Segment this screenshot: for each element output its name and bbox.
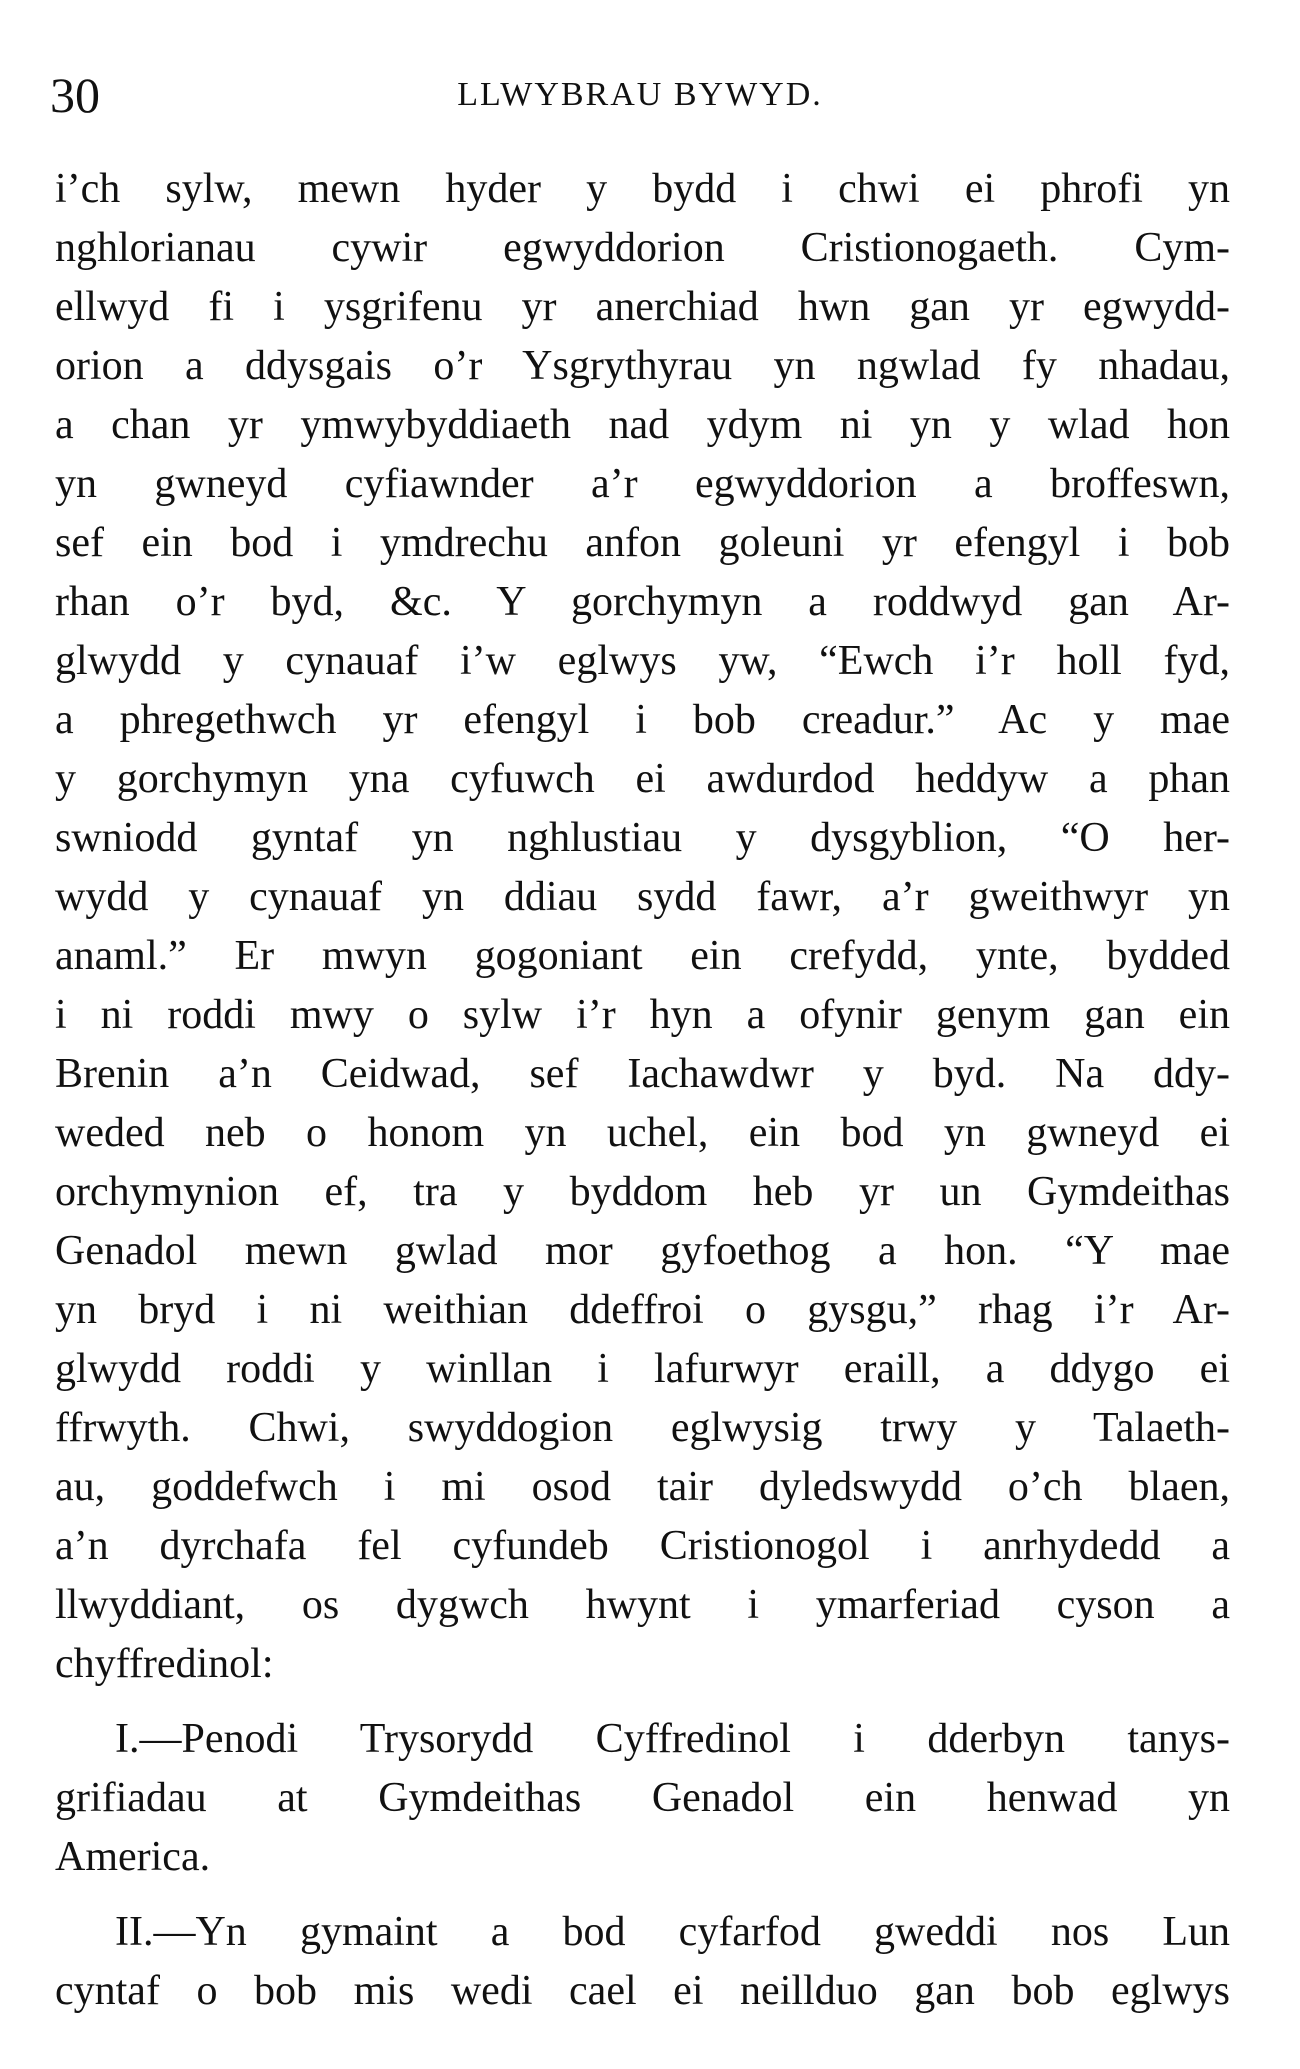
text-line: i’ch sylw, mewn hyder y bydd i chwi ei phrofi yn (55, 166, 1230, 212)
text-line: wydd y cynauaf yn ddiau sydd fawr, a’r gweithwyr yn (55, 874, 1230, 920)
page-body (55, 160, 1230, 2021)
item-line: cyntaf o bob mis wedi cael ei neillduo gan bob eglwys (55, 1968, 1230, 2014)
text-line: chyffredinol: (55, 1641, 274, 1687)
paragraph-gap (55, 1694, 1230, 1710)
item-line: I.—Penodi Trysorydd Cyffredinol i dderbyn tanys- (115, 1716, 1230, 1762)
text-line: yn gwneyd cyfiawnder a’r egwyddorion a broffeswn, (55, 461, 1230, 507)
text-line: yn bryd i ni weithian ddeffroi o gysgu,” rhag i’r Ar- (55, 1287, 1230, 1333)
item-line: II.—Yn gymaint a bod cyfarfod gweddi nos Lun (115, 1909, 1230, 1955)
running-title: LLWYBRAU BYWYD. (457, 76, 823, 113)
item-line: grifiadau at Gymdeithas Genadol ein henwad yn (55, 1775, 1230, 1821)
page-number: 30 (50, 67, 100, 123)
main-paragraph (55, 160, 1230, 1694)
text-line: glwydd y cynauaf i’w eglwys yw, “Ewch i’r holl fyd, (55, 638, 1230, 684)
text-line: Brenin a’n Ceidwad, sef Iachawdwr y byd. Na ddy- (55, 1051, 1230, 1097)
text-line: i ni roddi mwy o sylw i’r hyn a ofynir genym gan ein (55, 992, 1230, 1038)
text-line: weded neb o honom yn uchel, ein bod yn gwneyd ei (55, 1110, 1230, 1156)
text-line: Genadol mewn gwlad mor gyfoethog a hon. “Y mae (55, 1228, 1230, 1274)
text-line: a’n dyrchafa fel cyfundeb Cristionogol i anrhydedd a (55, 1523, 1230, 1569)
text-line: rhan o’r byd, &c. Y gorchymyn a roddwyd gan Ar- (55, 579, 1230, 625)
text-line: sef ein bod i ymdrechu anfon goleuni yr efengyl i bob (55, 520, 1230, 566)
text-line: swniodd gyntaf yn nghlustiau y dysgyblion, “O her- (55, 815, 1230, 861)
text-line: y gorchymyn yna cyfuwch ei awdurdod heddyw a phan (55, 756, 1230, 802)
text-line: nghlorianau cywir egwyddorion Cristionogaeth. Cym- (55, 225, 1230, 271)
text-line: orion a ddysgais o’r Ysgrythyrau yn ngwlad fy nhadau, (55, 343, 1230, 389)
text-line: anaml.” Er mwyn gogoniant ein crefydd, ynte, bydded (55, 933, 1230, 979)
text-line: a chan yr ymwybyddiaeth nad ydym ni yn y wlad hon (55, 402, 1230, 448)
text-line: au, goddefwch i mi osod tair dyledswydd o’ch blaen, (55, 1464, 1230, 1510)
numbered-item-two (55, 1903, 1230, 2021)
page-header (50, 60, 1230, 130)
numbered-item-one (55, 1710, 1230, 1887)
text-line: ffrwyth. Chwi, swyddogion eglwysig trwy y Talaeth- (55, 1405, 1230, 1451)
text-line: a phregethwch yr efengyl i bob creadur.” Ac y mae (55, 697, 1230, 743)
text-line: glwydd roddi y winllan i lafurwyr eraill, a ddygo ei (55, 1346, 1230, 1392)
text-line: ellwyd fi i ysgrifenu yr anerchiad hwn gan yr egwydd- (55, 284, 1230, 330)
item-line: America. (55, 1834, 211, 1880)
text-line: llwyddiant, os dygwch hwynt i ymarferiad cyson a (55, 1582, 1230, 1628)
paragraph-gap (55, 1887, 1230, 1903)
text-line: orchymynion ef, tra y byddom heb yr un Gymdeithas (55, 1169, 1230, 1215)
